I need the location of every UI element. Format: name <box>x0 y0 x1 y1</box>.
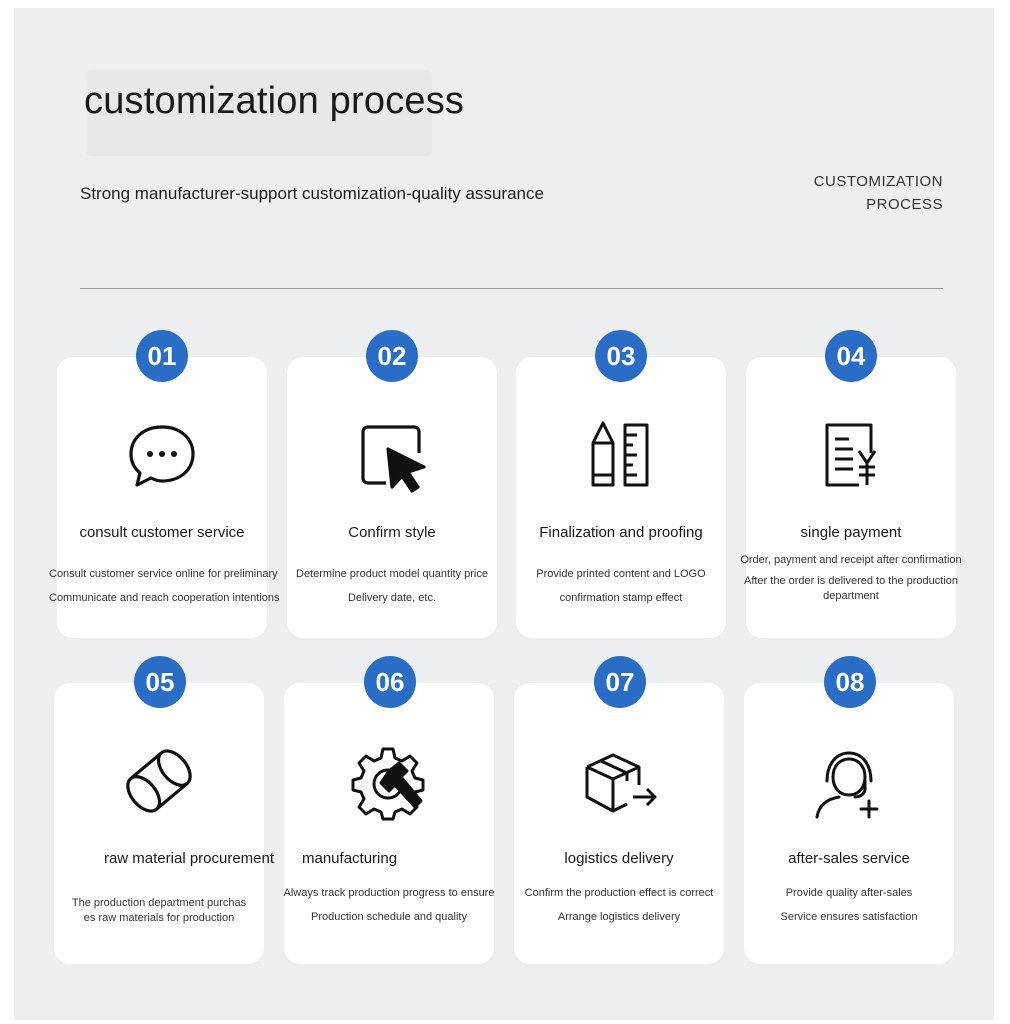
side-label-line2: PROCESS <box>866 196 943 213</box>
step-title: after-sales service <box>788 850 910 867</box>
side-label-line1: CUSTOMIZATION <box>813 173 943 190</box>
step-number-badge: 08 <box>824 656 876 708</box>
raw-material-cylinder-icon <box>119 741 199 821</box>
step-title: Finalization and proofing <box>539 524 703 541</box>
page-title: customization process <box>84 80 465 122</box>
step-description-line: Determine product model quantity price <box>296 568 488 580</box>
chat-bubble-icon <box>122 415 202 495</box>
cursor-select-icon <box>352 415 432 495</box>
step-description-line: Communicate and reach cooperation intentions <box>49 592 280 604</box>
step-number-badge: 04 <box>825 330 877 382</box>
gear-wrench-icon <box>349 741 429 821</box>
step-description <box>279 562 505 610</box>
step-card-04 <box>740 357 962 638</box>
step-description-line: Delivery date, etc. <box>347 592 437 604</box>
step-description <box>49 562 280 610</box>
step-description-line: confirmation stamp effect <box>559 592 683 604</box>
step-number-badge: 07 <box>594 656 646 708</box>
step-card-08 <box>744 683 954 964</box>
step-title: Confirm style <box>348 524 436 541</box>
step-description <box>46 896 272 926</box>
step-description <box>738 553 964 604</box>
step-description-line: Service ensures satisfaction <box>780 911 918 923</box>
step-title: manufacturing <box>302 850 398 867</box>
box-delivery-icon <box>579 741 659 821</box>
step-number-badge: 02 <box>366 330 418 382</box>
step-description <box>736 881 962 929</box>
side-label <box>814 170 943 216</box>
step-title: single payment <box>800 524 902 541</box>
step-description-line: Production schedule and quality <box>311 911 467 923</box>
step-description <box>276 881 502 929</box>
step-card-02 <box>287 357 497 638</box>
step-number-badge: 06 <box>364 656 416 708</box>
step-description-line: After the order is delivered to the production <box>743 575 958 587</box>
step-card-05 <box>54 683 275 964</box>
step-card-03 <box>516 357 726 638</box>
step-number-badge: 01 <box>136 330 188 382</box>
step-description-line: Always track production progress to ensure <box>283 887 495 899</box>
step-card-01 <box>49 357 280 638</box>
step-description-line: Consult customer service online for preliminary <box>49 568 278 580</box>
step-number-badge: 03 <box>595 330 647 382</box>
step-description-line: Confirm the production effect is correct <box>524 887 714 899</box>
step-description-line: es raw materials for production <box>83 912 235 924</box>
step-card-07 <box>514 683 724 964</box>
step-description <box>508 562 734 610</box>
step-description-line: Provide printed content and LOGO <box>536 568 706 580</box>
step-description-line: The production department purchas <box>71 897 247 909</box>
pencil-ruler-icon <box>581 415 661 495</box>
step-description <box>506 881 732 929</box>
step-number-badge: 05 <box>134 656 186 708</box>
step-title: logistics delivery <box>564 850 674 867</box>
step-description-line: Arrange logistics delivery <box>557 911 681 923</box>
step-description-line: Provide quality after-sales <box>785 887 913 899</box>
invoice-yen-icon <box>811 415 891 495</box>
step-description-line: department <box>823 590 879 602</box>
step-title: consult customer service <box>79 524 245 541</box>
step-card-06 <box>284 683 494 964</box>
page-subtitle: Strong manufacturer-support customization-quality assurance <box>80 184 544 203</box>
step-description-line: Order, payment and receipt after confirmation <box>740 554 962 566</box>
header-divider <box>80 288 943 289</box>
step-title: raw material procurement <box>103 850 275 867</box>
headset-support-icon <box>809 741 889 821</box>
